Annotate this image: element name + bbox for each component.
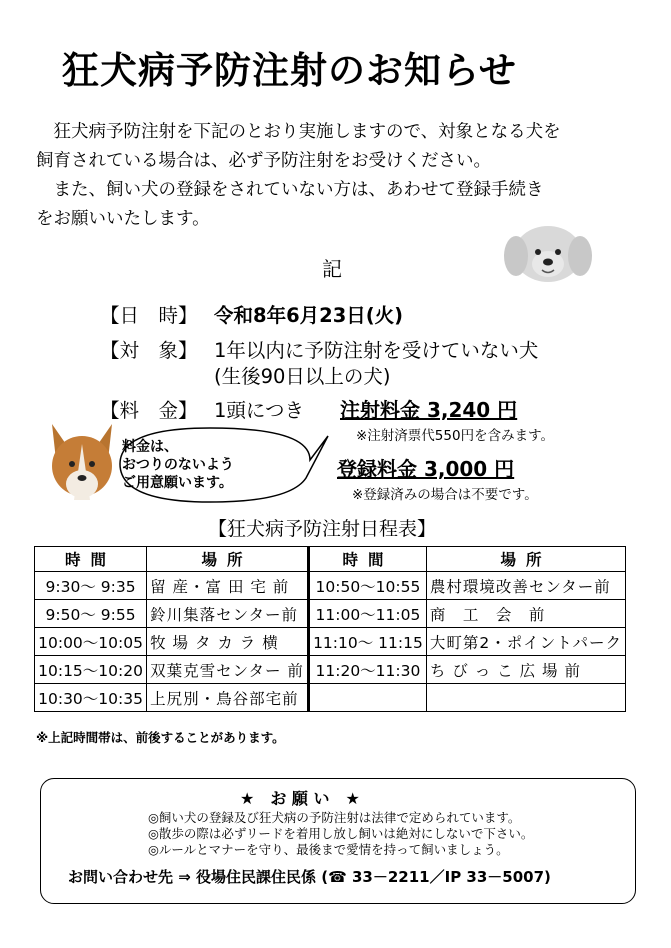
injection-fee-note: ※注射済票代550円を含みます。 (356, 428, 554, 444)
fee-label: 【料 金】 (100, 399, 198, 422)
table-row (35, 684, 626, 712)
header-time: 時間 (35, 547, 147, 572)
time-cell: 11:00～11:05 (308, 600, 426, 628)
place-cell (426, 684, 625, 712)
header-place: 場所 (426, 547, 625, 572)
place-cell: 大町第2・ポイントパーク (426, 628, 625, 656)
schedule-title: 【狂犬病予防注射日程表】 (208, 518, 437, 540)
intro-line: また、飼い犬の登録をされていない方は、あわせて登録手続き (36, 180, 544, 200)
page-title: 狂犬病予防注射のお知らせ (62, 49, 517, 92)
place-cell: 牧 場 タ カ ラ 横 (147, 628, 309, 656)
header-time: 時間 (308, 547, 426, 572)
bubble-line: おつりのないよう (122, 457, 234, 473)
poodle-illustration (502, 220, 594, 290)
intro-text (36, 118, 636, 234)
time-cell: 10:30～10:35 (35, 684, 147, 712)
place-cell: 上尻別・鳥谷部宅前 (147, 684, 309, 712)
intro-line: 狂犬病予防注射を下記のとおり実施しますので、対象となる犬を (36, 122, 561, 142)
intro-line: をお願いいたします。 (36, 209, 210, 229)
table-row (35, 572, 626, 600)
registration-fee: 登録料金 3,000 円 (337, 457, 515, 481)
schedule-header-row (35, 547, 626, 572)
request-line: ◎飼い犬の登録及び狂犬病の予防注射は法律で定められています。 (148, 810, 521, 825)
request-line: ◎散歩の際は必ずリードを着用し放し飼いは絶対にしないで下さい。 (148, 826, 534, 841)
contact-info: お問い合わせ先 ⇒ 役場住民課住民係 (☎ 33－2211／IP 33－5007) (68, 868, 551, 886)
time-cell: 11:10～ 11:15 (308, 628, 426, 656)
table-row (35, 656, 626, 684)
fee-per-dog: 1頭につき (214, 399, 305, 422)
place-cell: 農村環境改善センター前 (426, 572, 625, 600)
table-row (35, 600, 626, 628)
target-value: 1年以内に予防注射を受けていない犬 (214, 339, 539, 362)
bubble-text (122, 438, 234, 492)
time-cell: 9:30～ 9:35 (35, 572, 147, 600)
date-value: 令和8年6月23日(火) (214, 304, 404, 327)
request-line: ◎ルールとマナーを守り、最後まで愛情を持って飼いましょう。 (148, 842, 509, 857)
ki-marker: 記 (322, 257, 342, 281)
bubble-line: 料金は、 (122, 439, 178, 455)
target-value-note: (生後90日以上の犬) (214, 365, 391, 388)
header-place: 場所 (147, 547, 309, 572)
schedule-table (34, 546, 626, 712)
intro-line: 飼育されている場合は、必ず予防注射をお受けください。 (36, 151, 491, 171)
request-title: ★ お 願 い ★ (240, 789, 360, 808)
bubble-line: ご用意願います。 (122, 475, 233, 491)
place-cell: ち び っ こ 広 場 前 (426, 656, 625, 684)
place-cell: 鈴川集落センター前 (147, 600, 309, 628)
date-label: 【日 時】 (100, 304, 198, 327)
time-cell (308, 684, 426, 712)
target-label: 【対 象】 (100, 339, 198, 362)
time-cell: 10:15～10:20 (35, 656, 147, 684)
injection-fee: 注射料金 3,240 円 (340, 398, 518, 422)
time-cell: 9:50～ 9:55 (35, 600, 147, 628)
time-cell: 10:50～10:55 (308, 572, 426, 600)
place-cell: 商 工 会 前 (426, 600, 625, 628)
table-row (35, 628, 626, 656)
schedule-note: ※上記時間帯は、前後することがあります。 (36, 730, 285, 745)
time-cell: 10:00～10:05 (35, 628, 147, 656)
time-cell: 11:20～11:30 (308, 656, 426, 684)
registration-fee-note: ※登録済みの場合は不要です。 (352, 487, 538, 503)
place-cell: 留 産・富 田 宅 前 (147, 572, 309, 600)
place-cell: 双葉克雪センター 前 (147, 656, 309, 684)
